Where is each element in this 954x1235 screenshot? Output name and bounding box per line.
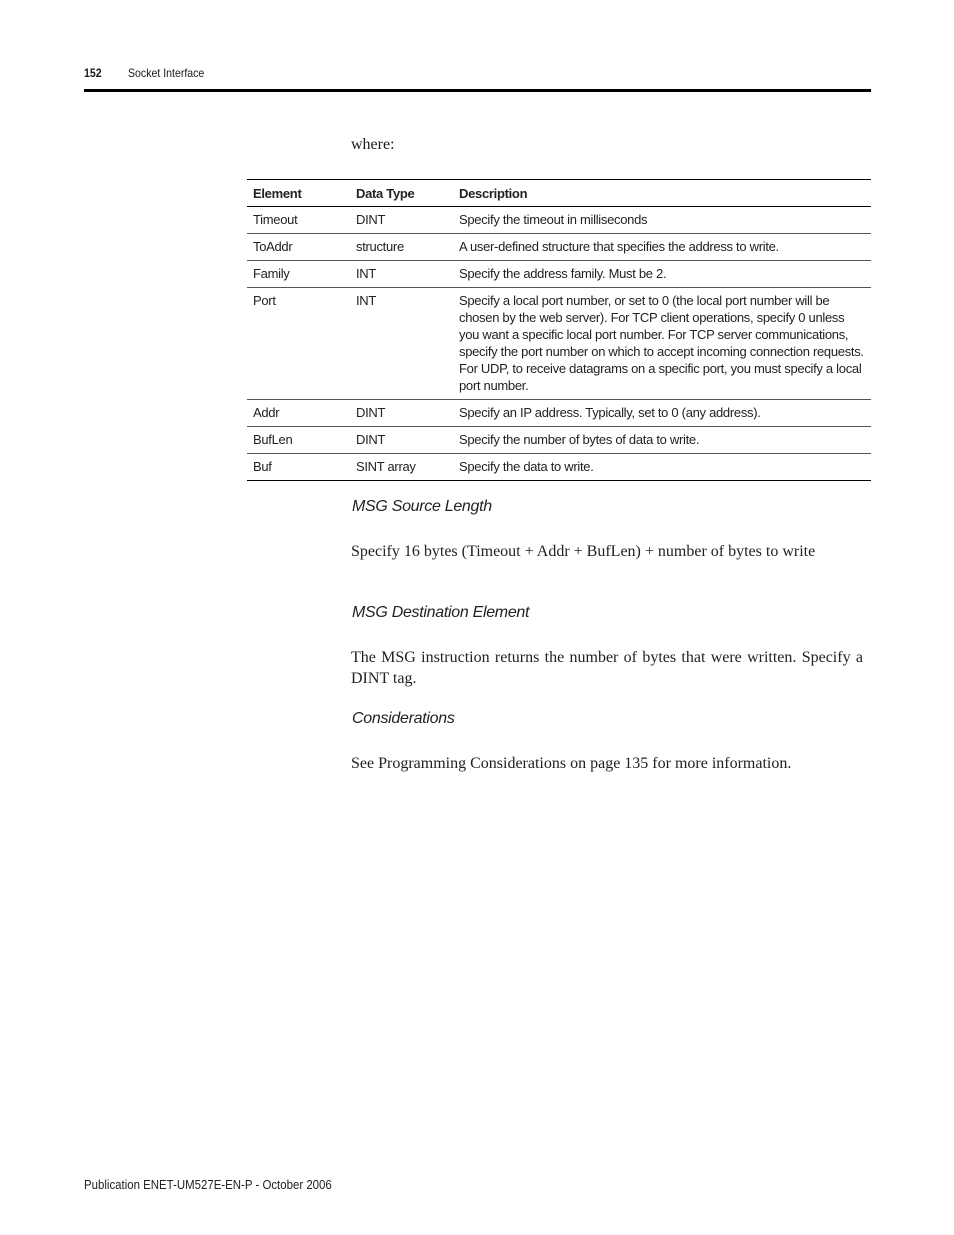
page-number: 152 xyxy=(84,66,102,80)
column-header-data-type: Data Type xyxy=(350,180,453,207)
table-row xyxy=(247,207,871,234)
cell-type: INT xyxy=(350,288,453,400)
cell-element: Family xyxy=(247,261,350,288)
cell-element: ToAddr xyxy=(247,234,350,261)
cell-element: Buf xyxy=(247,454,350,481)
source-length-heading: MSG Source Length xyxy=(352,498,492,515)
cell-type: DINT xyxy=(350,400,453,427)
cell-description: Specify the data to write. xyxy=(453,454,871,481)
cell-type: structure xyxy=(350,234,453,261)
cell-element: BufLen xyxy=(247,427,350,454)
cell-description: A user-defined structure that specifies the address to write. xyxy=(453,234,871,261)
table-header-row xyxy=(247,180,871,207)
table-row xyxy=(247,427,871,454)
considerations-text: See Programming Considerations on page 135 for more information. xyxy=(351,755,792,772)
cell-element: Timeout xyxy=(253,212,298,227)
page-header xyxy=(84,66,777,80)
cell-description: Specify an IP address. Typically, set to 0 (any address). xyxy=(453,400,871,427)
destination-element-heading: MSG Destination Element xyxy=(352,604,530,621)
cell-element: Addr xyxy=(247,400,350,427)
column-header-description: Description xyxy=(453,180,871,207)
cell-description: Specify the number of bytes of data to write. xyxy=(453,427,871,454)
intro-text: where: xyxy=(351,136,395,153)
cell-type: SINT array xyxy=(350,454,453,481)
header-rule xyxy=(84,89,871,92)
source-length-text: Specify 16 bytes (Timeout + Addr + BufLen) + number of bytes to write xyxy=(351,543,816,560)
considerations-heading: Considerations xyxy=(352,710,455,727)
section-title: Socket Interface xyxy=(128,66,205,80)
element-table xyxy=(247,179,871,481)
cell-description: Specify a local port number, or set to 0 (the local port number will be chosen by the web server). For TCP client operations, specify 0 unless you want a specific local port number. For TCP server communications, specify the port number on which to accept incoming connection requests. For UDP, to receive datagrams on a specific port, you must specify a local port number. xyxy=(453,288,871,400)
table-row xyxy=(247,454,871,481)
cell-description: Specify the address family. Must be 2. xyxy=(453,261,871,288)
cell-element: Port xyxy=(247,288,350,400)
column-header-element: Element xyxy=(247,180,350,207)
table-row xyxy=(247,261,871,288)
table-row xyxy=(247,400,871,427)
publication-footer: Publication ENET-UM527E-EN-P - October 2006 xyxy=(84,1177,332,1192)
destination-element-text: The MSG instruction returns the number of bytes that were written. Specify a DINT tag. xyxy=(351,649,863,687)
cell-description: Specify the timeout in milliseconds xyxy=(459,212,648,227)
cell-type: DINT xyxy=(350,427,453,454)
cell-type: DINT xyxy=(356,212,386,227)
cell-type: INT xyxy=(350,261,453,288)
table-row xyxy=(247,288,871,400)
table-row xyxy=(247,234,871,261)
